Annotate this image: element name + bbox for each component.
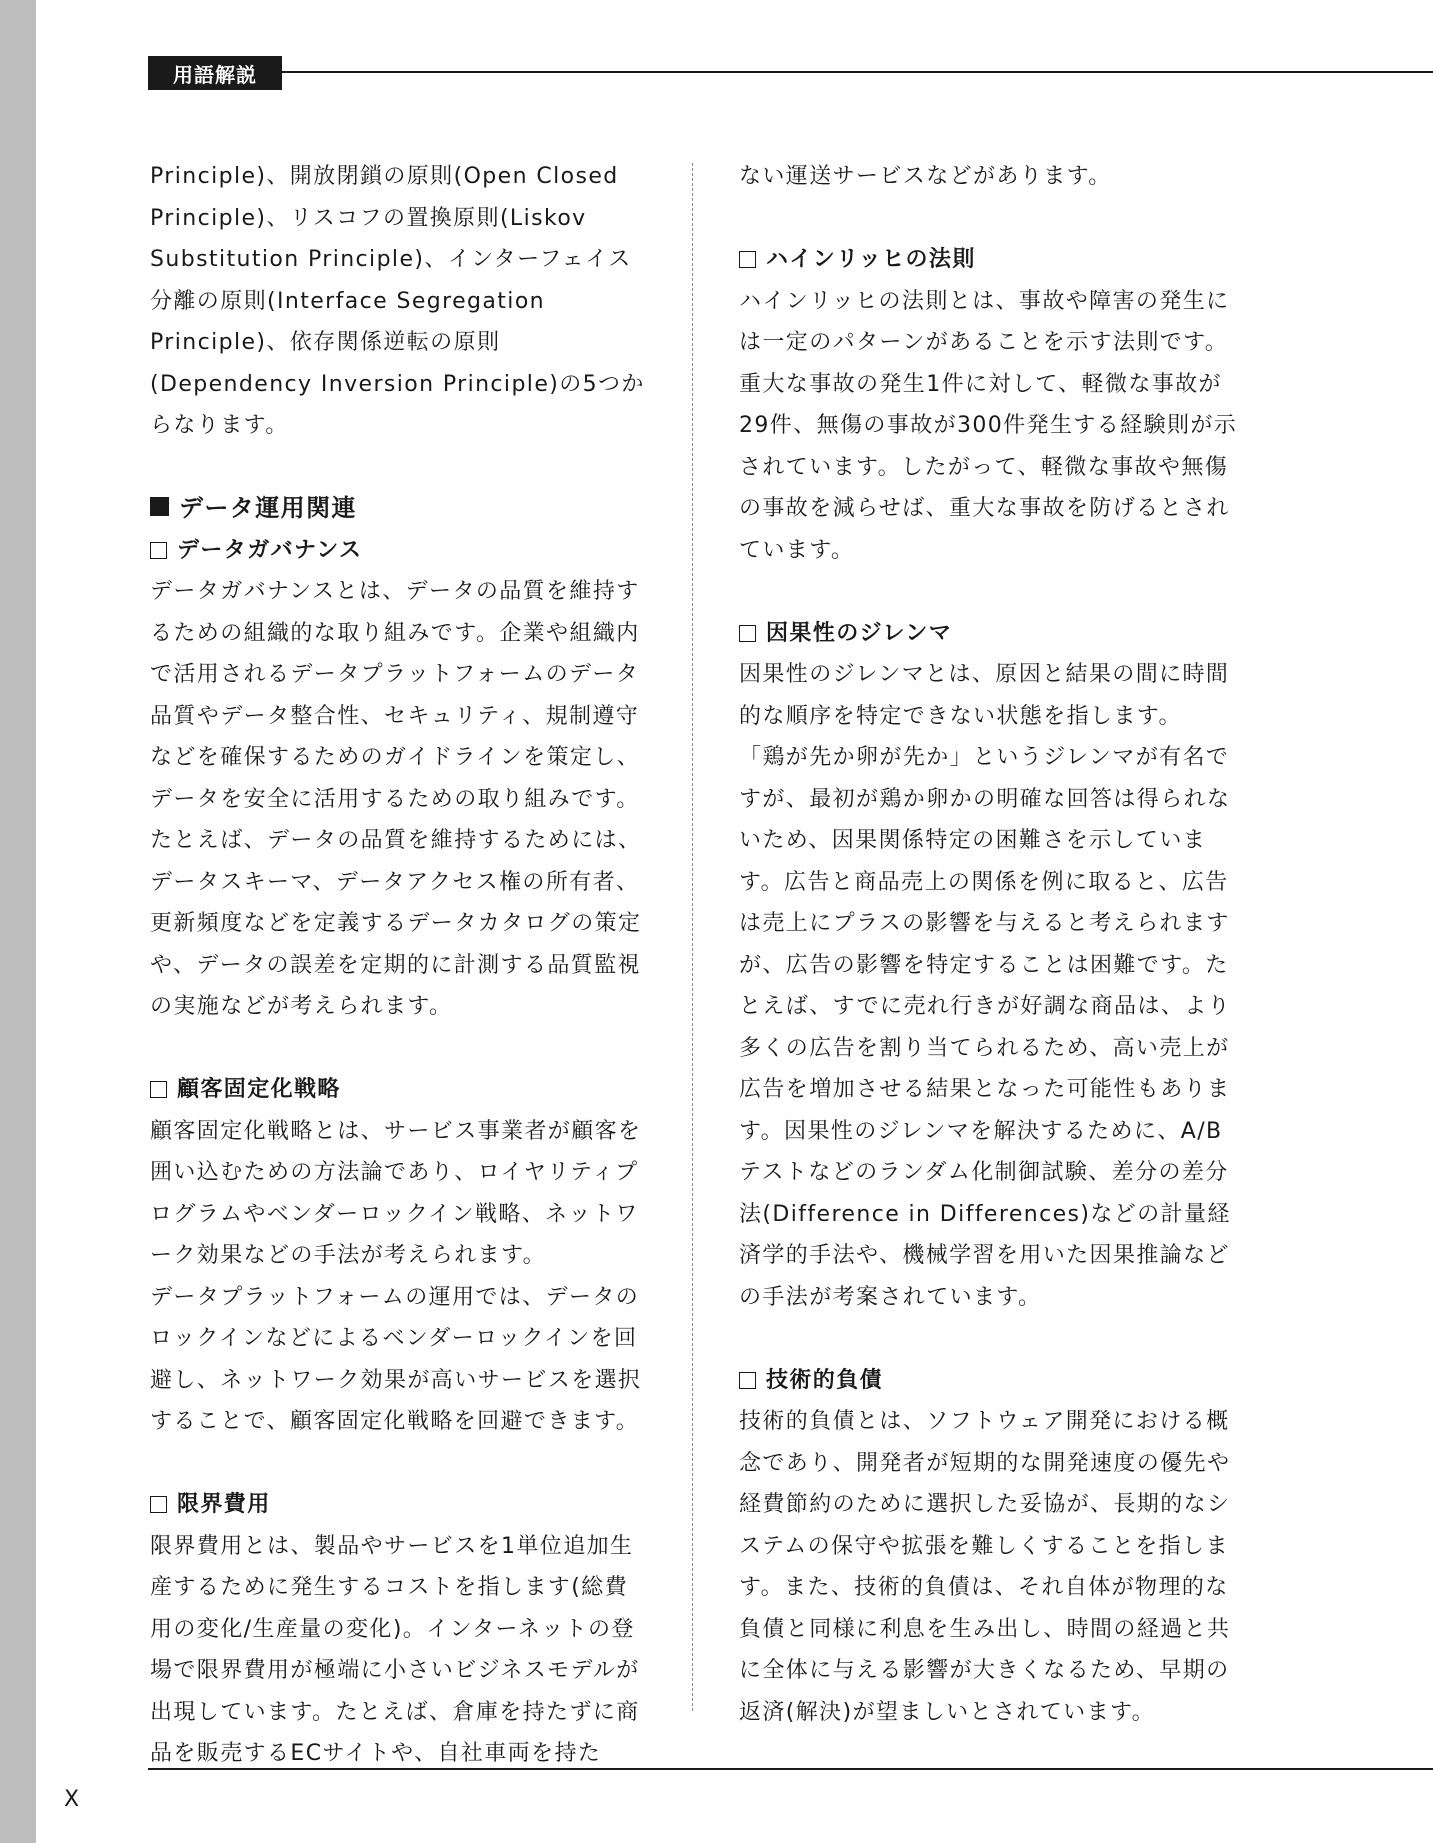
right-column: [739, 156, 1239, 1733]
checkbox-square-icon: [150, 542, 167, 559]
term-heading-customer-lockin: [150, 1069, 650, 1111]
right-continuation: ない運送サービスなどがあります。: [739, 164, 1112, 189]
term-title: 顧客固定化戦略: [177, 1077, 341, 1102]
term-title: 限界費用: [177, 1492, 271, 1517]
term-paragraph: 限界費用とは、製品やサービスを1単位追加生産するために発生するコストを指します(総費用の変化/生産量の変化)。インターネットの登場で限界費用が極端に小さいビジネスモデルが出現しています。たとえば、倉庫を持たずに商品を販売するECサイトや、自社車両を持た: [150, 1533, 640, 1766]
term-paragraph: 因果性のジレンマとは、原因と結果の間に時間的な順序を特定できない状態を指します。: [739, 662, 1230, 729]
checkbox-square-icon: [739, 1372, 756, 1389]
term-title: 因果性のジレンマ: [766, 620, 953, 646]
term-heading-heinrich: [739, 239, 1239, 281]
term-heading-technical-debt: [739, 1360, 1239, 1402]
term-title: ハインリッヒの法則: [766, 247, 976, 272]
checkbox-square-icon: [739, 625, 756, 642]
checkbox-square-icon: [150, 1496, 167, 1513]
footer-rule: [148, 1768, 1433, 1770]
section-heading-data-ops: [150, 488, 650, 530]
header-rule: [282, 71, 1433, 73]
left-continuation: Principle)、開放閉鎖の原則(Open Closed Principle)、リスコフの置換原則(Liskov Substitution Principle)、インターフェイス分離の原則(Interface Segregation Principle)、依存関係逆転の原則(Dependency Inversion Principle)の5つからなります。: [150, 164, 645, 438]
term-heading-causality-dilemma: [739, 613, 1239, 655]
term-heading-data-governance: [150, 530, 650, 572]
term-heading-marginal-cost: [150, 1484, 650, 1526]
column-divider: [692, 163, 693, 1711]
term-paragraph: 顧客固定化戦略とは、サービス事業者が顧客を囲い込むための方法論であり、ロイヤリティプログラムやベンダーロックイン戦略、ネットワーク効果などの手法が考えられます。: [150, 1118, 642, 1268]
checkbox-square-icon: [150, 1081, 167, 1098]
term-title: データガバナンス: [177, 537, 363, 563]
header-label: 用語解説: [148, 56, 282, 90]
checkbox-square-icon: [739, 251, 756, 268]
filled-square-icon: [150, 497, 169, 516]
term-paragraph: データプラットフォームの運用では、データのロックインなどによるベンダーロックインを回避し、ネットワーク効果が高いサービスを選択することで、顧客固定化戦略を回避できます。: [150, 1284, 642, 1434]
page-number: X: [64, 1787, 80, 1812]
section-heading-text: データ運用関連: [179, 494, 357, 522]
side-strip: [0, 0, 36, 1843]
term-paragraph: データガバナンスとは、データの品質を維持するための組織的な取り組みです。企業や組織内で活用されるデータプラットフォームのデータ品質やデータ整合性、セキュリティ、規制遵守などを確保するためのガイドラインを策定し、データを安全に活用するための取り組みです。: [150, 579, 641, 812]
term-paragraph: 「鶏が先か卵が先か」というジレンマが有名ですが、最初が鶏か卵かの明確な回答は得られないため、因果関係特定の困難さを示しています。広告と商品売上の関係を例に取ると、広告は売上にプラスの影響を与えると考えられますが、広告の影響を特定することは困難です。たとえば、すでに売れ行きが好調な商品は、より多くの広告を割り当てられるため、高い売上が広告を増加させる結果となった可能性もあります。因果性のジレンマを解決するために、A/Bテストなどのランダム化制御試験、差分の差分法(Difference in Differences)などの計量経済学的手法や、機械学習を用いた因果推論などの手法が考案されています。: [739, 745, 1232, 1310]
term-paragraph: 技術的負債とは、ソフトウェア開発における概念であり、開発者が短期的な開発速度の優先や経費節約のために選択した妥協が、長期的なシステムの保守や拡張を難しくすることを指します。また、技術的負債は、それ自体が物理的な負債と同様に利息を生み出し、時間の経過と共に全体に与える影響が大きくなるため、早期の返済(解決)が望ましいとされています。: [739, 1409, 1231, 1725]
term-paragraph: たとえば、データの品質を維持するためには、データスキーマ、データアクセス権の所有者、更新頻度などを定義するデータカタログの策定や、データの誤差を定期的に計測する品質監視の実施などが考えられます。: [150, 828, 642, 1019]
left-column: [150, 156, 650, 1775]
term-title: 技術的負債: [766, 1367, 884, 1393]
term-paragraph: ハインリッヒの法則とは、事故や障害の発生には一定のパターンがあることを示す法則です。重大な事故の発生1件に対して、軽微な事故が29件、無傷の事故が300件発生する経験則が示されています。したがって、軽微な事故や無傷の事故を減らせば、重大な事故を防げるとされています。: [739, 288, 1238, 563]
